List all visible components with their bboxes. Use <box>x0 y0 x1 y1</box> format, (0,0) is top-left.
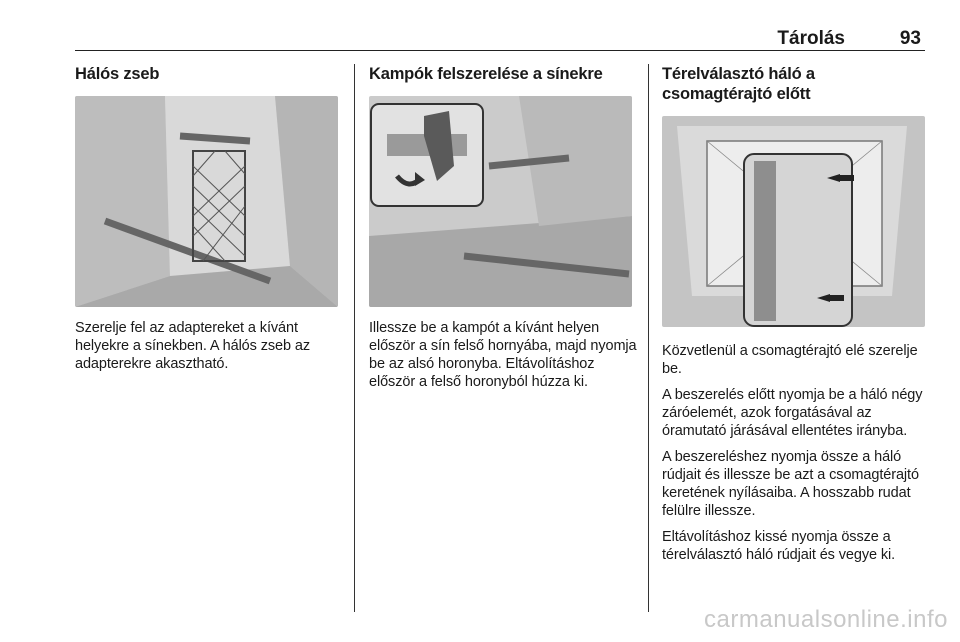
paragraph: Közvetlenül a csomagtérajtó elé szerelje be. <box>662 343 918 377</box>
page-header <box>75 28 925 51</box>
section-title: Tárolás <box>777 28 845 49</box>
column-partition-net <box>662 64 924 563</box>
paragraph: A beszerelés előtt nyomja be a háló négy záróelemét, azok forgatásával az óramutató járásával ellentétes irányba. <box>662 387 923 439</box>
partition-net-illustration <box>662 116 925 327</box>
column-heading: Térelválasztó háló a csomagtérajtó előtt <box>662 65 815 103</box>
hooks-illustration <box>369 96 632 307</box>
paragraph: Szerelje fel az adaptereket a kívánt helyekre a sínekben. A hálós zseb az adapterekre akasztható. <box>75 320 310 372</box>
paragraph: Eltávolításhoz kissé nyomja össze a térelválasztó háló rúdjait és vegye ki. <box>662 529 896 563</box>
column-divider <box>648 64 649 612</box>
column-heading: Kampók felszerelése a sínekre <box>369 65 603 83</box>
watermark: carmanualsonline.info <box>704 606 948 633</box>
column-hooks <box>369 64 637 390</box>
net-pocket-illustration <box>75 96 338 307</box>
column-divider <box>354 64 355 612</box>
column-net-pocket <box>75 64 337 372</box>
paragraph: Illessze be a kampót a kívánt helyen először a sín felső hornyába, majd nyomja be az alsó horonyba. Eltávolításhoz először a felső horonyból húzza ki. <box>369 320 637 390</box>
paragraph: A beszereléshez nyomja össze a háló rúdjait és illessze be azt a csomagtérajtó keretének nyílásaiba. A hosszabb rudat felülre illessze. <box>662 449 919 519</box>
column-heading: Hálós zseb <box>75 65 160 83</box>
page-number: 93 <box>899 28 921 49</box>
